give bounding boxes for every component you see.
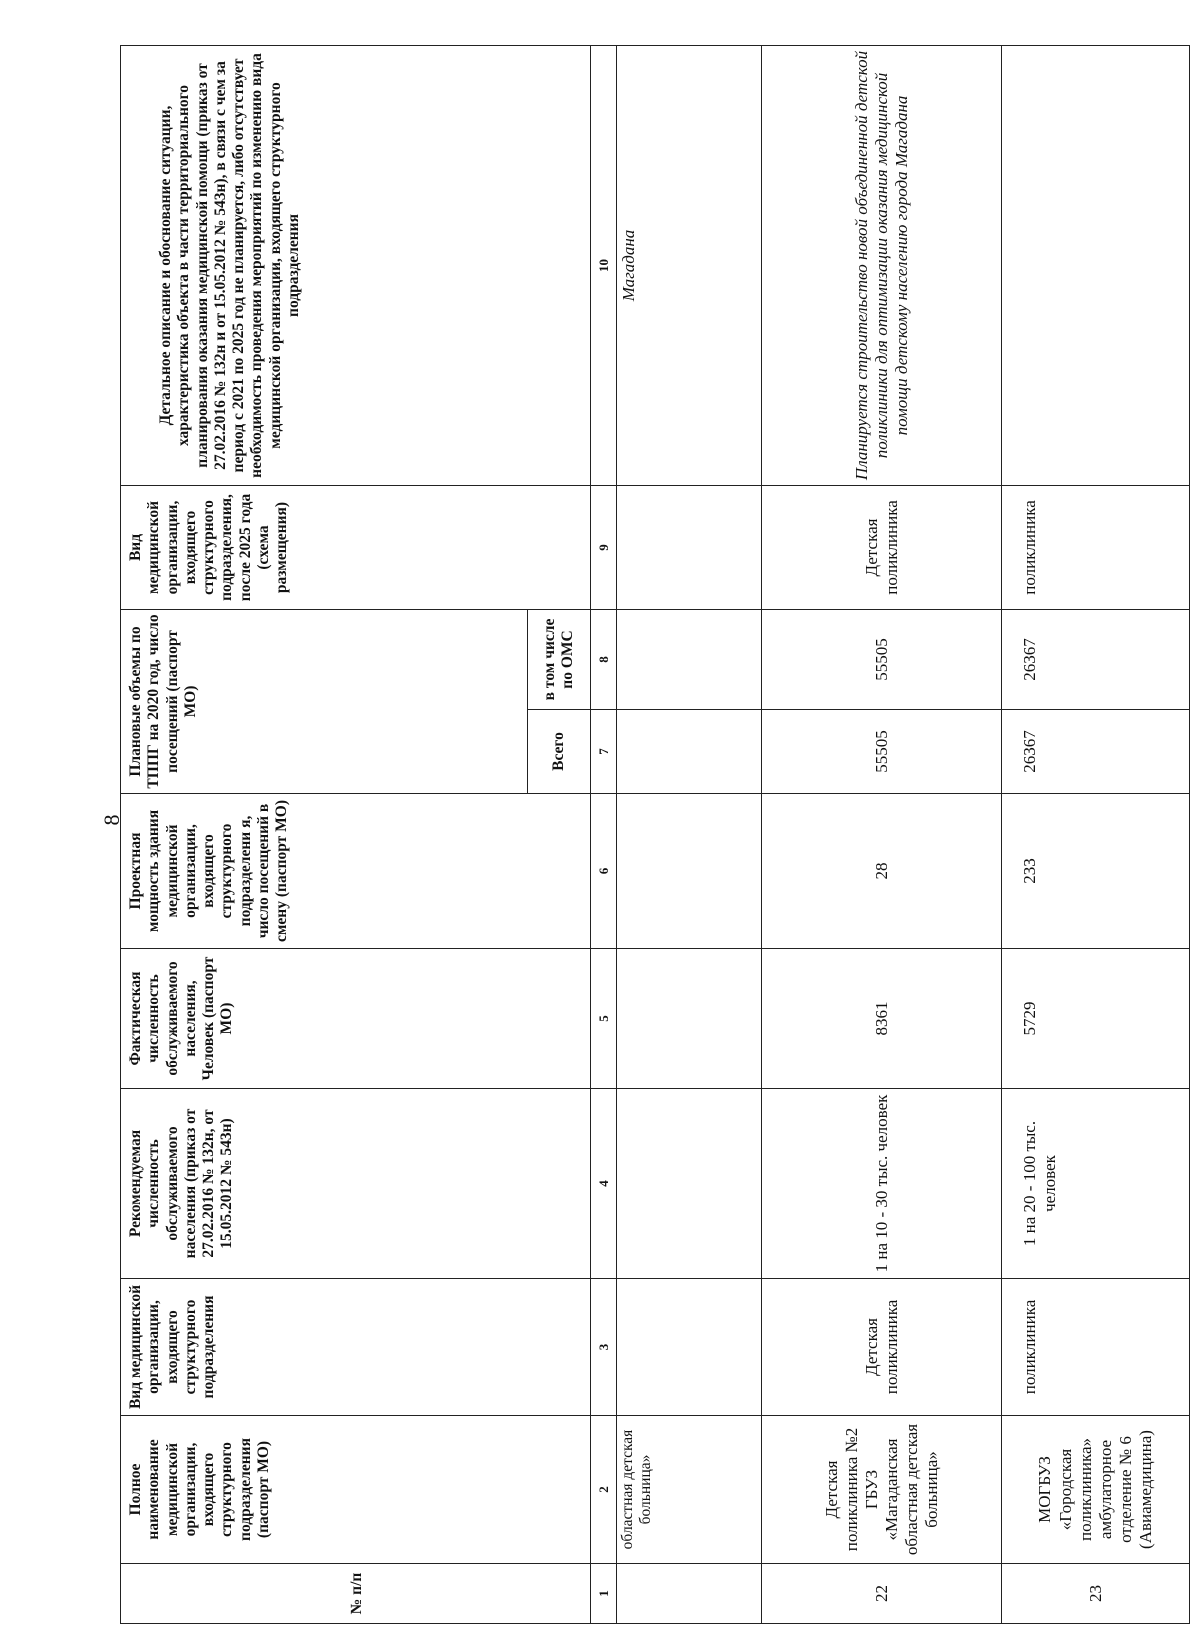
cell-total: 26367	[1002, 710, 1190, 794]
header-actual: Фактическая численность обслуживаемого населения, Человек (паспорт МО)	[121, 949, 591, 1089]
column-number-row	[591, 45, 617, 1623]
cell-actual: 5729	[1002, 949, 1190, 1089]
header-capacity: Проектная мощность здания медицинской организации, входящего структурного подразделени я, число посещений в смену (паспорт МО)	[121, 794, 591, 949]
header-type: Вид медицинской организации, входящего структурного подразделения	[121, 1279, 591, 1416]
column-number: 9	[591, 485, 617, 609]
table-row	[762, 45, 1002, 1623]
cell-type-after: Детская поликлиника	[762, 485, 1002, 609]
cell-num: 23	[1002, 1564, 1190, 1624]
header-planned-volumes: Плановые объемы по ТППГ на 2020 год, число посещений (паспорт МО)	[121, 609, 528, 793]
cell-capacity: 233	[1002, 794, 1190, 949]
page-number: 8	[99, 814, 124, 826]
table-row	[1002, 45, 1190, 1623]
header-num: № п/п	[121, 1564, 591, 1624]
table-row	[617, 45, 762, 1623]
cell-total: 55505	[762, 710, 1002, 794]
cell-num: 22	[762, 1564, 1002, 1624]
header-recommended: Рекомендуемая численность обслуживаемого населения (приказ от 27.02.2016 № 132н, от 15.05.2012 № 543н)	[121, 1089, 591, 1279]
column-number: 8	[591, 609, 617, 709]
cell-capacity	[617, 794, 762, 949]
column-number: 4	[591, 1089, 617, 1279]
cell-name: областная детская больница»	[617, 1416, 762, 1564]
cell-capacity: 28	[762, 794, 1002, 949]
cell-type-after	[617, 485, 762, 609]
cell-actual: 8361	[762, 949, 1002, 1089]
cell-name: Детская поликлиника №2 ГБУЗ «Магаданская областная детская больница»	[762, 1416, 1002, 1564]
header-total: Всего	[528, 710, 591, 794]
cell-oms: 55505	[762, 609, 1002, 709]
cell-total	[617, 710, 762, 794]
column-number: 6	[591, 794, 617, 949]
cell-name: МОГБУЗ «Городская поликлиника» амбулаторное отделение № 6 (Авиамедицина)	[1002, 1416, 1190, 1564]
data-table	[120, 45, 1190, 1624]
header-oms: в том числе по ОМС	[528, 609, 591, 709]
header-description: Детальное описание и обоснование ситуации, характеристика объекта в части территориального планирования оказания медицинской помощи (приказ от 27.02.2016 № 132н и от 15.05.2012 № 543н), в связи с чем за период с 2021 по 2025 год не планируется, либо отсутствует необходимость проведения мероприятий по изменению вида медицинской организации, входящего структурного подразделения	[121, 45, 591, 485]
cell-description: Планируется строительство новой объединенной детской поликлиники для оптимизации оказания медицинской помощи детскому населению города Магадана	[762, 45, 1002, 485]
cell-type: поликлиника	[1002, 1279, 1190, 1416]
column-number: 2	[591, 1416, 617, 1564]
cell-recommended	[617, 1089, 762, 1279]
column-number: 1	[591, 1564, 617, 1624]
header-name: Полное наименование медицинской организации, входящего структурного подразделения (паспорт МО)	[121, 1416, 591, 1564]
cell-description	[1002, 45, 1190, 485]
column-number: 10	[591, 45, 617, 485]
cell-description: Магадана	[617, 45, 762, 485]
column-number: 5	[591, 949, 617, 1089]
cell-recommended: 1 на 20 - 100 тыс. человек	[1002, 1089, 1190, 1279]
cell-num	[617, 1564, 762, 1624]
cell-oms	[617, 609, 762, 709]
cell-actual	[617, 949, 762, 1089]
header-type-after: Вид медицинской организации, входящего структурного подразделения, после 2025 года (схема размещения)	[121, 485, 591, 609]
cell-oms: 26367	[1002, 609, 1190, 709]
cell-type: Детская поликлиника	[762, 1279, 1002, 1416]
cell-type-after: поликлиника	[1002, 485, 1190, 609]
table-container	[120, 46, 1190, 1624]
column-number: 3	[591, 1279, 617, 1416]
column-number: 7	[591, 710, 617, 794]
cell-recommended: 1 на 10 - 30 тыс. человек	[762, 1089, 1002, 1279]
cell-type	[617, 1279, 762, 1416]
